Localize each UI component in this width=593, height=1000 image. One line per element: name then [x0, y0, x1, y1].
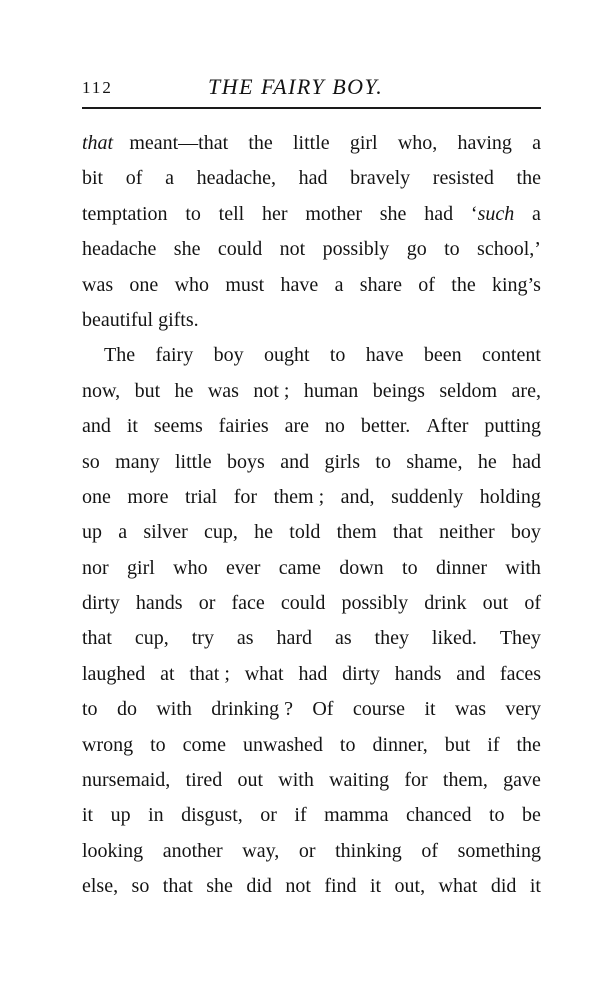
word: hands	[135, 592, 183, 615]
word: have	[365, 344, 404, 367]
word: unwashed	[242, 733, 323, 756]
text-line	[82, 232, 541, 267]
word: ever	[225, 556, 261, 579]
word: the	[516, 733, 541, 756]
word: but	[134, 379, 161, 402]
word: human	[303, 379, 359, 402]
word: with	[156, 698, 192, 721]
page-number: 112	[82, 78, 113, 97]
word: seldom	[439, 379, 498, 402]
quote-mark: ‘	[470, 202, 478, 225]
word: that ;	[189, 662, 230, 685]
word: ought	[263, 344, 310, 367]
word: girl	[349, 132, 378, 154]
text-line	[82, 197, 541, 232]
word: dirty	[82, 592, 120, 615]
word: them ;	[273, 485, 325, 508]
word: so	[82, 450, 100, 473]
word: he	[477, 450, 497, 473]
text-line	[82, 515, 541, 550]
word: he	[174, 379, 194, 402]
word: out,	[394, 875, 426, 898]
word: cup,	[134, 627, 169, 650]
word: looking	[82, 839, 144, 862]
word: to	[82, 698, 98, 721]
word: holding	[479, 485, 541, 508]
word: her	[262, 202, 288, 225]
word: headache	[82, 238, 157, 261]
word: that	[392, 521, 423, 544]
word: hard	[276, 627, 313, 650]
word: liked.	[431, 627, 477, 650]
word: trial	[185, 485, 218, 508]
word: another	[162, 839, 223, 862]
word: up	[110, 804, 131, 827]
word: and	[280, 450, 310, 473]
word: are,	[511, 379, 541, 402]
word: could	[280, 592, 326, 615]
word: many	[115, 450, 160, 473]
text-line	[82, 763, 541, 798]
word: now,	[82, 379, 121, 402]
word: and,	[340, 485, 375, 508]
paragraph-2	[82, 338, 541, 904]
word: wrong	[82, 733, 134, 756]
word: girl	[127, 556, 155, 579]
word: headache,	[196, 167, 276, 190]
word: better.	[360, 415, 411, 438]
word: it	[369, 875, 382, 898]
word: are	[284, 415, 309, 438]
text-line	[82, 657, 541, 692]
word: dinner	[435, 556, 488, 579]
word: a	[334, 273, 344, 296]
word: or	[298, 839, 316, 862]
word: be	[522, 804, 541, 827]
word: so	[131, 875, 150, 898]
word: mother	[305, 202, 362, 225]
word: They	[499, 627, 541, 650]
word: putting	[484, 415, 541, 438]
word: not	[285, 875, 311, 898]
word: Of	[312, 698, 334, 721]
word: tell	[218, 202, 245, 225]
text-line	[82, 268, 541, 303]
word: drinking ?	[211, 698, 293, 721]
text-line	[82, 834, 541, 869]
word: share	[359, 273, 402, 296]
text-line	[82, 869, 541, 904]
word: not ;	[253, 379, 290, 402]
word: in	[148, 804, 164, 827]
word: very	[505, 698, 541, 721]
word: do	[116, 698, 137, 721]
word: with	[505, 556, 541, 579]
word: to	[488, 804, 505, 827]
word: nursemaid,	[82, 769, 171, 792]
word: faces	[499, 662, 541, 685]
word: or	[198, 592, 216, 615]
word: out	[237, 769, 264, 792]
word: had	[512, 450, 541, 473]
word: she	[173, 238, 201, 261]
word: resisted	[432, 167, 494, 190]
word: possibly	[341, 592, 409, 615]
word: to	[185, 202, 201, 225]
word: and	[456, 662, 486, 685]
italic-word: such	[477, 202, 515, 225]
word: find	[324, 875, 357, 898]
word: drink	[424, 592, 467, 615]
word: it	[529, 875, 541, 898]
word: who,	[397, 132, 438, 154]
word: little	[174, 450, 212, 473]
header-rule	[82, 107, 541, 109]
word: told	[289, 521, 321, 544]
word: them,	[442, 769, 488, 792]
word: could	[217, 238, 263, 261]
word: having	[457, 132, 512, 154]
word: to	[329, 344, 346, 367]
word: meant—that	[129, 132, 229, 154]
word: had	[298, 662, 328, 685]
word: had	[424, 202, 454, 225]
word: else,	[82, 875, 119, 898]
word: that	[82, 627, 112, 650]
paragraph-1	[82, 126, 541, 338]
word: and	[82, 415, 111, 438]
word: of	[524, 592, 541, 615]
word: content	[482, 344, 541, 367]
word: something	[457, 839, 541, 862]
word: came	[278, 556, 321, 579]
word: gave	[503, 769, 541, 792]
word: who	[173, 556, 208, 579]
word: bravely	[350, 167, 411, 190]
word: girls	[324, 450, 361, 473]
word: must	[225, 273, 265, 296]
word: a	[532, 202, 541, 225]
word: boys	[227, 450, 265, 473]
text-line	[82, 161, 541, 196]
word: but	[444, 733, 471, 756]
word: bit	[82, 167, 104, 190]
word: come	[182, 733, 226, 756]
word: boy	[510, 521, 541, 544]
word: been	[423, 344, 462, 367]
word: to	[339, 733, 356, 756]
word: of	[421, 839, 439, 862]
word: little	[292, 132, 330, 154]
word: or	[260, 804, 277, 827]
word: she	[379, 202, 407, 225]
word: mamma	[324, 804, 389, 827]
word: she	[206, 875, 233, 898]
word: beautiful gifts.	[82, 308, 199, 331]
text-line	[82, 409, 541, 444]
word: disgust,	[181, 804, 243, 827]
word: of	[125, 167, 143, 190]
word: it	[424, 698, 436, 721]
word: school,’	[477, 238, 541, 261]
word: of	[418, 273, 435, 296]
text-line	[82, 445, 541, 480]
body-text	[82, 126, 541, 905]
word: had	[298, 167, 328, 190]
word: was	[82, 273, 114, 296]
word: temptation	[82, 202, 168, 225]
word: shame,	[406, 450, 463, 473]
word: he	[254, 521, 274, 544]
word: After	[426, 415, 469, 438]
word: the	[451, 273, 476, 296]
text-line	[82, 621, 541, 656]
word: hands	[394, 662, 442, 685]
word: cup,	[204, 521, 238, 544]
word: out	[482, 592, 509, 615]
word: was	[454, 698, 487, 721]
word: thinking	[335, 839, 402, 862]
text-line	[82, 692, 541, 727]
word: fairies	[218, 415, 269, 438]
word: at	[160, 662, 175, 685]
word: more	[127, 485, 169, 508]
word: was	[207, 379, 239, 402]
word: tired	[185, 769, 223, 792]
word: a	[165, 167, 174, 190]
word: them	[336, 521, 377, 544]
word: dirty	[342, 662, 380, 685]
word: for	[404, 769, 428, 792]
text-line	[82, 798, 541, 833]
word: boy	[213, 344, 244, 367]
word: silver	[143, 521, 188, 544]
word: to	[444, 238, 460, 261]
word: laughed	[82, 662, 146, 685]
word: what	[244, 662, 284, 685]
word: that	[82, 132, 114, 154]
word	[471, 197, 514, 232]
word: the	[516, 167, 541, 190]
word: that	[162, 875, 193, 898]
word: if	[487, 733, 500, 756]
word: go	[406, 238, 427, 261]
word: face	[231, 592, 265, 615]
word: course	[352, 698, 406, 721]
word: what	[438, 875, 478, 898]
word: up	[82, 521, 102, 544]
word: nor	[82, 556, 109, 579]
word: seems	[153, 415, 203, 438]
running-title: THE FAIRY BOY.	[208, 74, 384, 99]
word: chanced	[405, 804, 472, 827]
word: down	[339, 556, 384, 579]
word: waiting	[329, 769, 390, 792]
word: they	[374, 627, 409, 650]
word: a	[532, 132, 541, 154]
word: way,	[242, 839, 280, 862]
word: suddenly	[391, 485, 464, 508]
word: with	[278, 769, 314, 792]
word: one	[129, 273, 159, 296]
word: did	[246, 875, 272, 898]
word: who	[174, 273, 210, 296]
text-line	[82, 586, 541, 621]
word: beings	[372, 379, 425, 402]
word: it	[126, 415, 138, 438]
word: to	[402, 556, 418, 579]
word: one	[82, 485, 111, 508]
word: did	[490, 875, 517, 898]
text-line	[82, 728, 541, 763]
word: it	[82, 804, 94, 827]
word: not	[279, 238, 306, 261]
word: have	[280, 273, 319, 296]
word: neither	[439, 521, 495, 544]
word: The	[104, 344, 136, 367]
word: to	[150, 733, 166, 756]
word: dinner,	[372, 733, 428, 756]
word: king’s	[492, 273, 541, 296]
word: possibly	[322, 238, 390, 261]
word: fairy	[155, 344, 194, 367]
word: if	[294, 804, 307, 827]
word: the	[248, 132, 273, 154]
word: as	[334, 627, 352, 650]
word: a	[118, 521, 128, 544]
text-line	[82, 374, 541, 409]
word: to	[375, 450, 391, 473]
text-line	[82, 338, 541, 373]
word: for	[233, 485, 258, 508]
word: as	[236, 627, 254, 650]
word: try	[191, 627, 214, 650]
word: no	[324, 415, 345, 438]
text-line	[82, 126, 541, 161]
text-line	[82, 303, 541, 338]
text-line	[82, 480, 541, 515]
text-line	[82, 551, 541, 586]
